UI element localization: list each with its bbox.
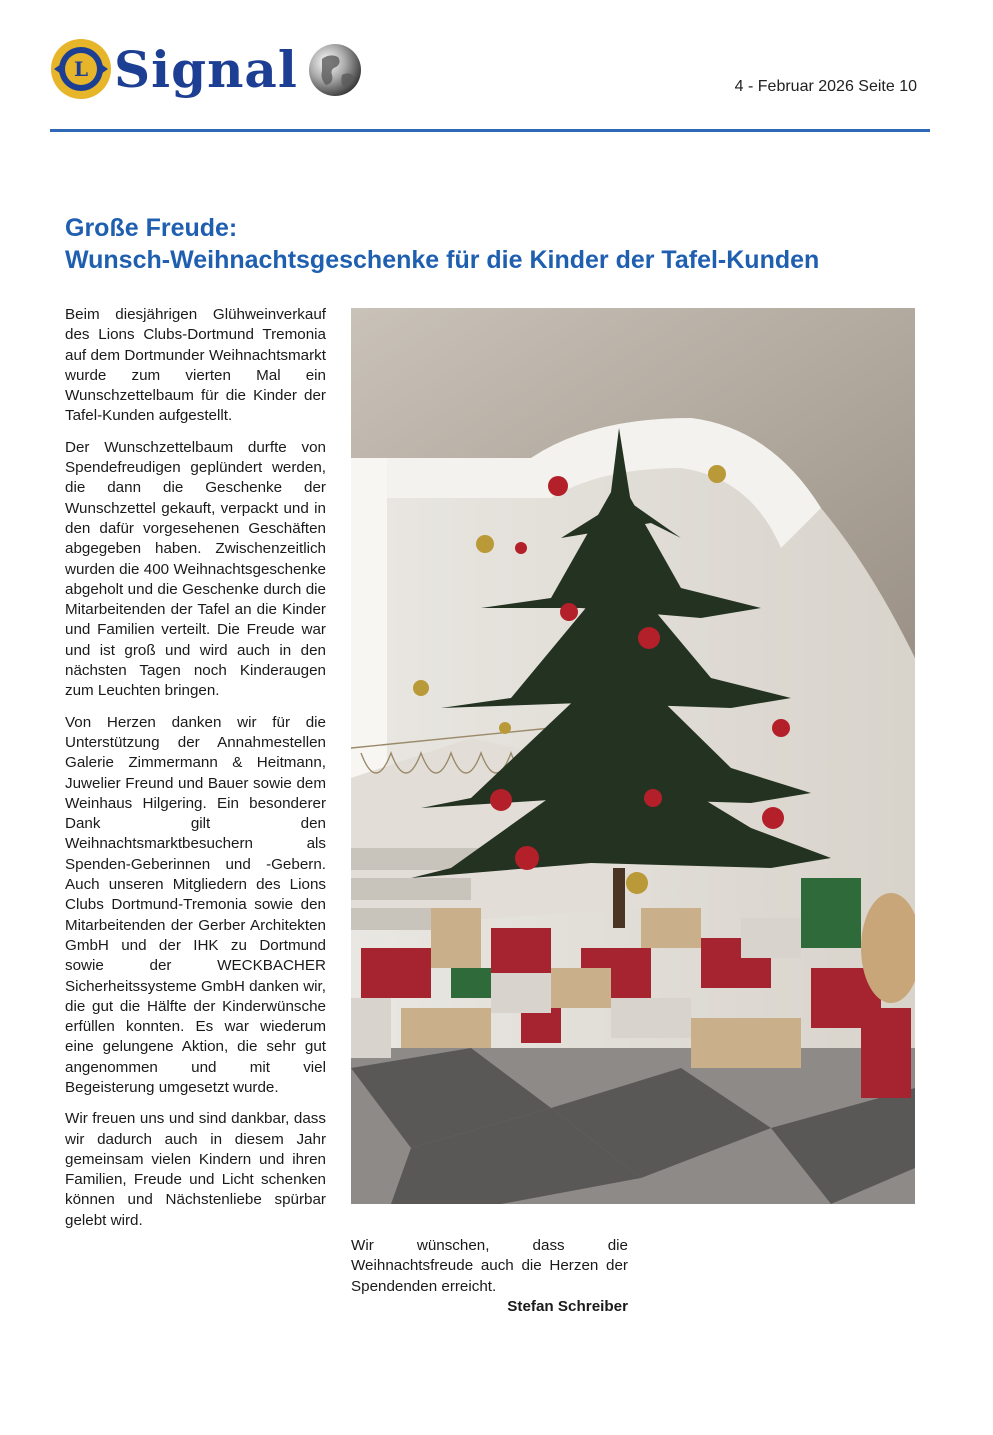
author-name: Stefan Schreiber (507, 1297, 628, 1315)
issue-info: 4 - Februar 2026 Seite 10 (734, 78, 917, 95)
paragraph-3: Von Herzen danken wir für die Unterstützung der Annahmestellen Galerie Zimmermann & Heitmann, Juwelier Freund und Bauer sowie dem Weinhaus Hilgering. Ein besonderer Dank gilt den Weihnachtsmarktbesuchern als Spenden-Geberinnen und -Gebern. Auch unseren Mitgliedern des Lions Clubs Dortmund-Tremonia sowie den Mitarbeitenden der Gerber Architekten GmbH und der IHK zu Dortmund sowie der WECKBACHER Sicherheitssysteme GmbH danken wir, die gut die Hälfte der Kinderwünsche erfüllen konnten. Es war wiederum eine gelungene Aktion, die sehr gut angenommen und mit viel Begeisterung umgesetzt wurde. (65, 713, 326, 1096)
christmas-tree-photo-graphic (351, 308, 915, 1204)
paragraph-1: Beim diesjährigen Glühweinverkauf des Lions Clubs-Dortmund Tremonia auf dem Dortmunder Weihnachtsmarkt wurde zum vierten Mal ein Wunschzettelbaum für die Kinder der Tafel-Kunden aufgestellt. (65, 306, 326, 425)
page-header (0, 0, 993, 140)
globe-icon (308, 41, 363, 99)
paragraph-2: Der Wunschzettelbaum durfte von Spendefreudigen geplündert werden, die dann die Geschenke der Wunschzettel gekauft, verpackt und in den dafür vorgesehenen Geschäften abgegeben haben. Zwischenzeitlich wurden die 400 Weihnachtsgeschenke abgeholt und die Geschenke durch die Mitarbeitenden der Tafel an die Kinder und Familien verteilt. Die Freude war und ist groß und wird auch in den nächsten Tagen noch Kinderaugen zum Leuchten bringen. (65, 438, 326, 700)
brand-name: Signal (114, 40, 298, 99)
caption-text: Wir wünschen, dass die Weihnachtsfreude auch die Herzen der Spendenden erreicht. (351, 1237, 628, 1295)
svg-text:L: L (73, 57, 89, 81)
photo-caption (351, 1236, 628, 1317)
title-line-1: Große Freude: (65, 214, 238, 242)
article-body (65, 305, 326, 1242)
title-line-2: Wunsch-Weihnachtsgeschenke für die Kinder der Tafel-Kunden (65, 246, 820, 274)
paragraph-4: Wir freuen uns und sind dankbar, dass wir dadurch auch in diesem Jahr gemeinsam vielen Kindern und ihren Familien, Freude und Licht schenken können und Nächstenliebe spürbar gelebt wird. (65, 1110, 326, 1229)
christmas-tree-photo (351, 308, 915, 1204)
article-title (65, 212, 945, 276)
lions-emblem-icon (50, 38, 112, 100)
header-rule (50, 129, 930, 132)
